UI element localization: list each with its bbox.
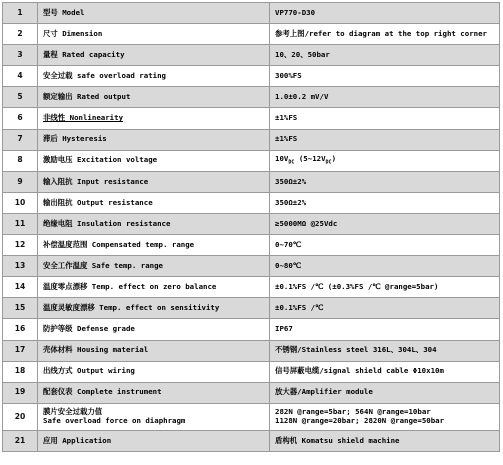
parameter-name: 应用 Application	[38, 430, 270, 451]
table-row	[3, 319, 500, 340]
parameter-name: 防护等级 Defense grade	[38, 319, 270, 340]
parameter-name-en: Safe overload force on diaphragm	[43, 415, 186, 425]
parameter-name: 激励电压 Excitation voltage	[38, 150, 270, 171]
voltage-range-close: )	[331, 153, 337, 163]
parameter-value: 0~80℃	[270, 256, 500, 277]
parameter-value: 放大器/Amplifier module	[270, 382, 500, 403]
parameter-name: 量程 Rated capacity	[38, 45, 270, 66]
parameter-value: 1.0±0.2 mV/V	[270, 87, 500, 108]
parameter-name: 非线性 Nonlinearity	[38, 108, 270, 129]
parameter-value: ±1%FS	[270, 108, 500, 129]
parameter-value: 盾构机 Komatsu shield machine	[270, 430, 500, 451]
row-number: 13	[3, 256, 38, 277]
parameter-name: 输入阻抗 Input resistance	[38, 171, 270, 192]
table-row	[3, 108, 500, 129]
parameter-name: 输出阻抗 Output resistance	[38, 192, 270, 213]
parameter-value: ±0.1%FS /℃	[270, 298, 500, 319]
voltage-value: 10V	[275, 153, 289, 163]
value-line-2: 1128N @range=20bar; 2820N @range=50bar	[275, 415, 445, 425]
parameter-name	[38, 403, 270, 430]
voltage-range: (5~12V	[294, 153, 326, 163]
parameter-value: 350Ω±2%	[270, 171, 500, 192]
parameter-name: 额定输出 Rated output	[38, 87, 270, 108]
table-row	[3, 361, 500, 382]
row-number: 21	[3, 430, 38, 451]
parameter-name: 滞后 Hysteresis	[38, 129, 270, 150]
table-row	[3, 171, 500, 192]
parameter-value: IP67	[270, 319, 500, 340]
parameter-value: VP770-D30	[270, 3, 500, 24]
row-number: 17	[3, 340, 38, 361]
table-row	[3, 24, 500, 45]
voltage-unit-subscript: DC	[288, 159, 295, 166]
table-row	[3, 213, 500, 234]
parameter-name: 配套仪表 Complete instrument	[38, 382, 270, 403]
parameter-name: 绝缘电阻 Insulation resistance	[38, 213, 270, 234]
parameter-value: ±0.1%FS /℃ (±0.3%FS /℃ @range=5bar)	[270, 277, 500, 298]
table-row	[3, 382, 500, 403]
row-number: 20	[3, 403, 38, 430]
row-number: 2	[3, 24, 38, 45]
parameter-name: 出线方式 Output wiring	[38, 361, 270, 382]
parameter-name: 补偿温度范围 Compensated temp. range	[38, 235, 270, 256]
table-row	[3, 66, 500, 87]
table-row	[3, 403, 500, 430]
parameter-value	[270, 150, 500, 171]
row-number: 7	[3, 129, 38, 150]
table-row	[3, 256, 500, 277]
parameter-value: 信号屏蔽电缆/signal shield cable Φ10x10m	[270, 361, 500, 382]
parameter-value: 300%FS	[270, 66, 500, 87]
table-row	[3, 277, 500, 298]
table-row	[3, 45, 500, 66]
row-number: 8	[3, 150, 38, 171]
table-row	[3, 298, 500, 319]
row-number: 12	[3, 235, 38, 256]
row-number: 15	[3, 298, 38, 319]
parameter-value: 参考上图/refer to diagram at the top right corner	[270, 24, 500, 45]
specification-table	[2, 2, 500, 452]
table-row	[3, 3, 500, 24]
parameter-name: 尺寸 Dimension	[38, 24, 270, 45]
parameter-name: 温度灵敏度漂移 Temp. effect on sensitivity	[38, 298, 270, 319]
parameter-name: 安全工作温度 Safe temp. range	[38, 256, 270, 277]
parameter-value: 10、20、50bar	[270, 45, 500, 66]
row-number: 19	[3, 382, 38, 403]
table-row	[3, 430, 500, 451]
voltage-range-unit-subscript: DC	[325, 159, 332, 166]
table-row	[3, 192, 500, 213]
row-number: 1	[3, 3, 38, 24]
parameter-value: 350Ω±2%	[270, 192, 500, 213]
parameter-value: 0~70℃	[270, 235, 500, 256]
table-row	[3, 150, 500, 171]
row-number: 6	[3, 108, 38, 129]
parameter-name: 型号 Model	[38, 3, 270, 24]
table-row	[3, 340, 500, 361]
parameter-name: 安全过载 safe overload rating	[38, 66, 270, 87]
row-number: 14	[3, 277, 38, 298]
parameter-value	[270, 403, 500, 430]
parameter-name: 壳体材料 Housing material	[38, 340, 270, 361]
parameter-name-zh: 膜片安全过载力值	[43, 407, 103, 417]
parameter-name: 温度零点漂移 Temp. effect on zero balance	[38, 277, 270, 298]
parameter-value: 不锈钢/Stainless steel 316L、304L、304	[270, 340, 500, 361]
table-row	[3, 235, 500, 256]
parameter-value: ≥5000MΩ @25Vdc	[270, 213, 500, 234]
parameter-value: ±1%FS	[270, 129, 500, 150]
table-row	[3, 129, 500, 150]
value-line-1: 282N @range=5bar; 564N @range=10bar	[275, 407, 431, 417]
row-number: 3	[3, 45, 38, 66]
row-number: 10	[3, 192, 38, 213]
spec-sheet	[2, 2, 499, 452]
row-number: 18	[3, 361, 38, 382]
row-number: 11	[3, 213, 38, 234]
table-row	[3, 87, 500, 108]
row-number: 16	[3, 319, 38, 340]
row-number: 4	[3, 66, 38, 87]
row-number: 5	[3, 87, 38, 108]
row-number: 9	[3, 171, 38, 192]
